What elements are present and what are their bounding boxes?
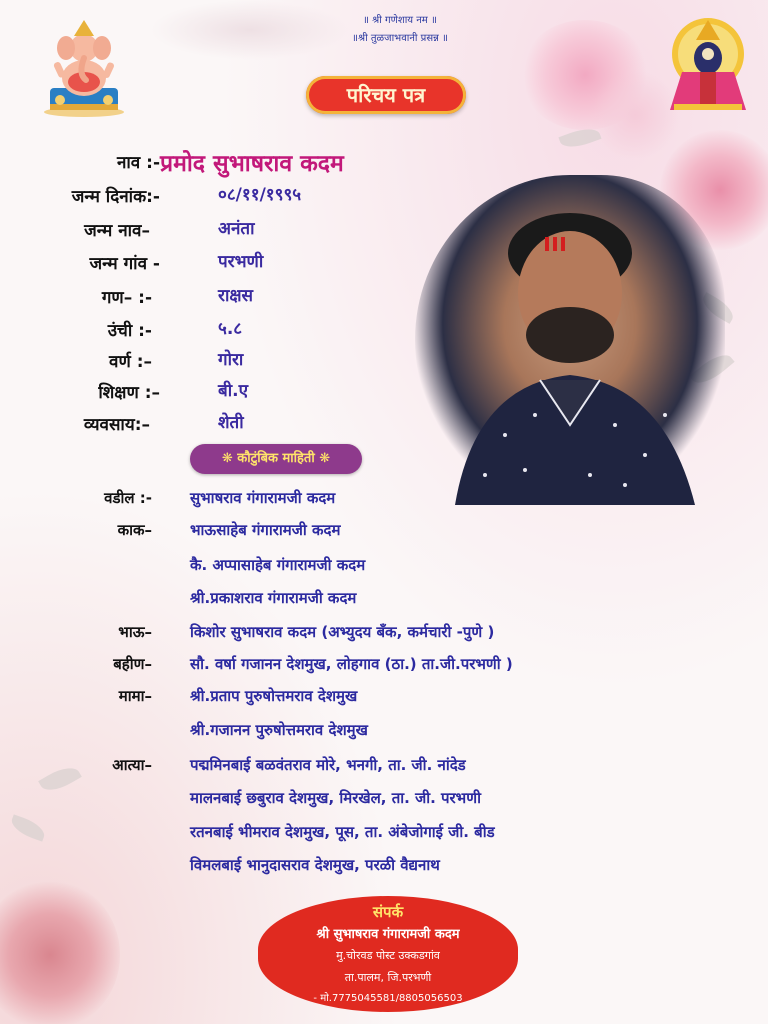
family-value: सौ. वर्षा गजानन देशमुख, लोहगाव (ठा.) ता.जी.परभणी ) bbox=[190, 655, 513, 673]
occupation-label: व्यवसाय:– bbox=[83, 415, 150, 435]
gan-label: गण– :- bbox=[101, 288, 152, 308]
education-label: शिक्षण :– bbox=[98, 383, 160, 403]
contact-title: संपर्क bbox=[372, 903, 404, 921]
contact-name: श्री सुभाषराव गंगारामजी कदम bbox=[316, 927, 460, 942]
contact-phone: - मो.7775045581/8805056503 bbox=[313, 993, 463, 1004]
family-label: भाऊ– bbox=[118, 623, 152, 641]
family-value: श्री.प्रताप पुरुषोत्तमराव देशमुख bbox=[190, 687, 358, 705]
birth-date-label: जन्म दिनांक:- bbox=[71, 187, 160, 207]
height-value: ५.८ bbox=[218, 319, 243, 339]
family-value: भाऊसाहेब गंगारामजी कदम bbox=[190, 521, 341, 539]
ganesha-icon bbox=[36, 18, 132, 118]
family-value: श्री.प्रकाशराव गंगारामजी कदम bbox=[190, 589, 357, 607]
tuljabhavani-mantra: ॥श्री तुळजाभवानी प्रसन्न ॥ bbox=[352, 33, 448, 44]
leaf-decoration bbox=[8, 814, 47, 841]
family-label: बहीण– bbox=[113, 655, 152, 673]
birth-date-value: ०८/११/१९९५ bbox=[218, 185, 302, 205]
name-value: प्रमोद सुभाषराव कदम bbox=[160, 151, 344, 177]
ganesh-mantra: ॥ श्री गणेशाय नम ॥ bbox=[363, 15, 437, 26]
birth-name-value: अनंता bbox=[218, 219, 255, 239]
contact-address-line-2: ता.पालम, जि.परभणी bbox=[344, 971, 432, 984]
name-label: नाव :- bbox=[116, 153, 160, 173]
page-title: परिचय पत्र bbox=[306, 76, 466, 114]
family-label: आत्या– bbox=[112, 756, 152, 774]
family-value: मालनबाई छबुराव देशमुख, मिरखेल, ता. जी. परभणी bbox=[190, 789, 481, 807]
family-value: श्री.गजानन पुरुषोत्तमराव देशमुख bbox=[190, 721, 368, 739]
birth-village-label: जन्म गांव - bbox=[89, 254, 160, 274]
contact-box bbox=[258, 896, 518, 1012]
birth-village-value: परभणी bbox=[218, 252, 264, 272]
profile-photo bbox=[415, 175, 725, 505]
family-section-heading: ❋ कौटुंबिक माहिती ❋ bbox=[190, 444, 362, 474]
gan-value: राक्षस bbox=[218, 286, 254, 306]
family-value: विमलबाई भानुदासराव देशमुख, परळी वैद्यनाथ bbox=[190, 856, 440, 874]
family-value: कै. अप्पासाहेब गंगारामजी कदम bbox=[190, 556, 366, 574]
height-label: उंची :- bbox=[107, 321, 152, 341]
family-label: काक– bbox=[117, 521, 152, 539]
family-value: रतनबाई भीमराव देशमुख, पूस, ता. अंबेजोगाई जी. बीड bbox=[190, 823, 495, 841]
birth-name-label: जन्म नाव– bbox=[84, 221, 150, 241]
family-label: वडील :- bbox=[104, 489, 152, 507]
floral-decoration bbox=[0, 880, 120, 1024]
contact-address-line-1: मु.चोरवड पोस्ट उक्कडगांव bbox=[336, 949, 440, 962]
complexion-value: गोरा bbox=[218, 350, 244, 370]
family-value: किशोर सुभाषराव कदम (अभ्युदय बँक, कर्मचारी -पुणे ) bbox=[190, 623, 495, 641]
tulja-bhavani-icon bbox=[660, 14, 756, 114]
complexion-label: वर्ण :– bbox=[109, 352, 152, 372]
occupation-value: शेती bbox=[218, 413, 244, 433]
education-value: बी.ए bbox=[218, 381, 248, 401]
family-value: पद्ममिनबाई बळवंतराव मोरे, भनगी, ता. जी. नांदेड bbox=[190, 756, 466, 774]
family-value: सुभाषराव गंगारामजी कदम bbox=[190, 489, 336, 507]
family-label: मामा– bbox=[118, 687, 152, 705]
